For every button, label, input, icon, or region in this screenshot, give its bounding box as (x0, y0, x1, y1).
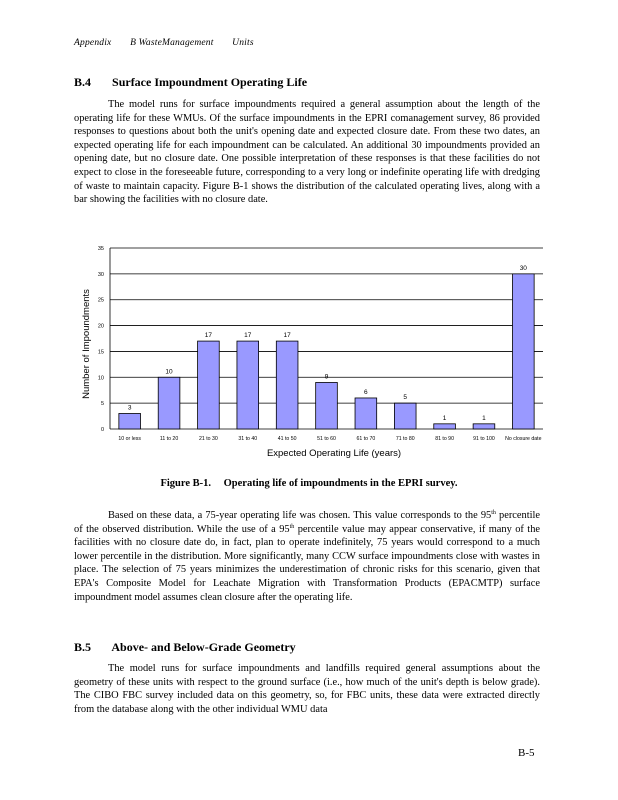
chart-data-label: 5 (403, 394, 408, 402)
chart-data-label: 3 (127, 404, 132, 412)
chart-data-label: 17 (204, 332, 213, 340)
chart-bar (394, 403, 416, 429)
chart-bar (276, 341, 298, 429)
chart-data-label: 6 (364, 388, 368, 396)
header-units: Units (232, 38, 254, 48)
section-b5-title: Above- and Below-Grade Geometry (111, 640, 296, 654)
chart-x-tick-labels (118, 436, 541, 442)
chart-bar (316, 382, 338, 429)
chart-y-tick-labels (98, 246, 104, 433)
section-b4-paragraph-2: Based on these data, a 75-year operating life was chosen. This value corresponds to the 95th percentile of the observed distribution. While the use of a 95th percentile value may appear conservative, if many of the facilities with no closure date do, in fact, plan to operate indefinitely, 75 years would correspond to a much lower percentile in the distribution. More significantly, many CCW surface impoundments close with wastes in place. The selection of 75 years minimizes the underestimation of chronic risks for this scenario, given that EPA's Composite Model for Leachate Migration with Transformation Products (EPACMTP) surface impoundment model assumes clean closure after the operating life. (74, 510, 540, 603)
header-section: B WasteManagement (130, 38, 214, 48)
section-b4-title: Surface Impoundment Operating Life (112, 75, 308, 89)
page-number: B-5 (518, 747, 535, 759)
chart-x-tick-label: 31 to 40 (238, 436, 258, 442)
chart-bar (512, 274, 534, 429)
chart-y-tick-label: 25 (97, 297, 104, 304)
chart-bar (198, 341, 220, 429)
chart-data-label: 1 (482, 414, 486, 422)
running-header (74, 38, 270, 48)
chart-data-label: 10 (165, 368, 173, 376)
section-b5-number: B.5 (74, 640, 92, 654)
chart-bar (355, 398, 377, 429)
chart-y-axis-label: Number of Impoundments (81, 289, 92, 399)
chart-x-tick-label: 71 to 80 (395, 436, 415, 442)
chart-x-tick-label: 51 to 60 (317, 436, 336, 442)
chart-x-tick-label: No closure date (505, 436, 542, 442)
chart-data-label: 9 (324, 373, 329, 381)
chart-bar (434, 424, 456, 429)
chart-x-tick-label: 81 to 90 (435, 436, 454, 442)
section-b5-paragraph-1: The model runs for surface impoundments and landfills required general assumptions about the geometry of these units with respect to the ground surface (i.e., how much of the unit's depth is below grade). The CIBO FBC survey included data on this geometry, so, for FBC units, these data were extracted directly from the database along with the other individual WMU data (74, 663, 540, 715)
chart-x-tick-label: 11 to 20 (159, 436, 179, 442)
chart-x-tick-label: 10 or less (118, 436, 141, 442)
header-appendix: Appendix (74, 38, 112, 48)
chart-y-tick-label: 30 (97, 271, 104, 278)
section-b4-heading (74, 75, 307, 90)
section-b5-heading (74, 640, 296, 655)
chart-y-tick-label: 0 (100, 427, 104, 433)
chart-bar (119, 413, 141, 429)
chart-data-label: 1 (442, 414, 447, 422)
chart-data-label: 17 (244, 332, 252, 340)
chart-y-tick-label: 15 (97, 349, 104, 356)
chart-data-label: 30 (519, 264, 527, 272)
chart-x-tick-label: 41 to 50 (277, 436, 297, 442)
section-b4-paragraph-1: The model runs for surface impoundments required a general assumption about the length of the operating life for these WMUs. Of the surface impoundments in the EPRI comanagement survey, 86 provided responses to questions about both the unit's opening date and expected closure date. From these two dates, an expected operating life for each impoundment can be calculated. An additional 30 impoundments provided an opening date, but no closure date. One possible interpretation of these responses is that these facilities do not expect to close in the foreseeable future, corresponding to a very long or indefinite operating life with dredging of waste to maintain capacity. Figure B-1 shows the distribution of the calculated operating lives, along with a bar showing the facilities with no closure date. (74, 99, 540, 206)
figure-caption-text: Operating life of impoundments in the EPRI survey. (223, 478, 458, 489)
chart-y-tick-label: 5 (100, 401, 104, 408)
chart-x-axis-label: Expected Operating Life (years) (266, 448, 402, 459)
chart-x-tick-label: 91 to 100 (473, 436, 495, 442)
operating-life-bar-chart (74, 238, 554, 468)
chart-data-label: 17 (283, 332, 291, 340)
chart-bar (237, 341, 259, 429)
chart-y-tick-label: 20 (97, 323, 104, 330)
chart-bar (158, 377, 180, 429)
chart-x-tick-label: 21 to 30 (199, 436, 218, 442)
chart-x-tick-label: 61 to 70 (356, 436, 376, 442)
chart-y-tick-label: 35 (97, 246, 104, 252)
figure-caption (0, 478, 618, 489)
section-b4-number: B.4 (74, 75, 92, 89)
figure-label: Figure B-1. (160, 478, 211, 489)
chart-y-tick-label: 10 (97, 375, 104, 382)
chart-bar (473, 424, 495, 429)
